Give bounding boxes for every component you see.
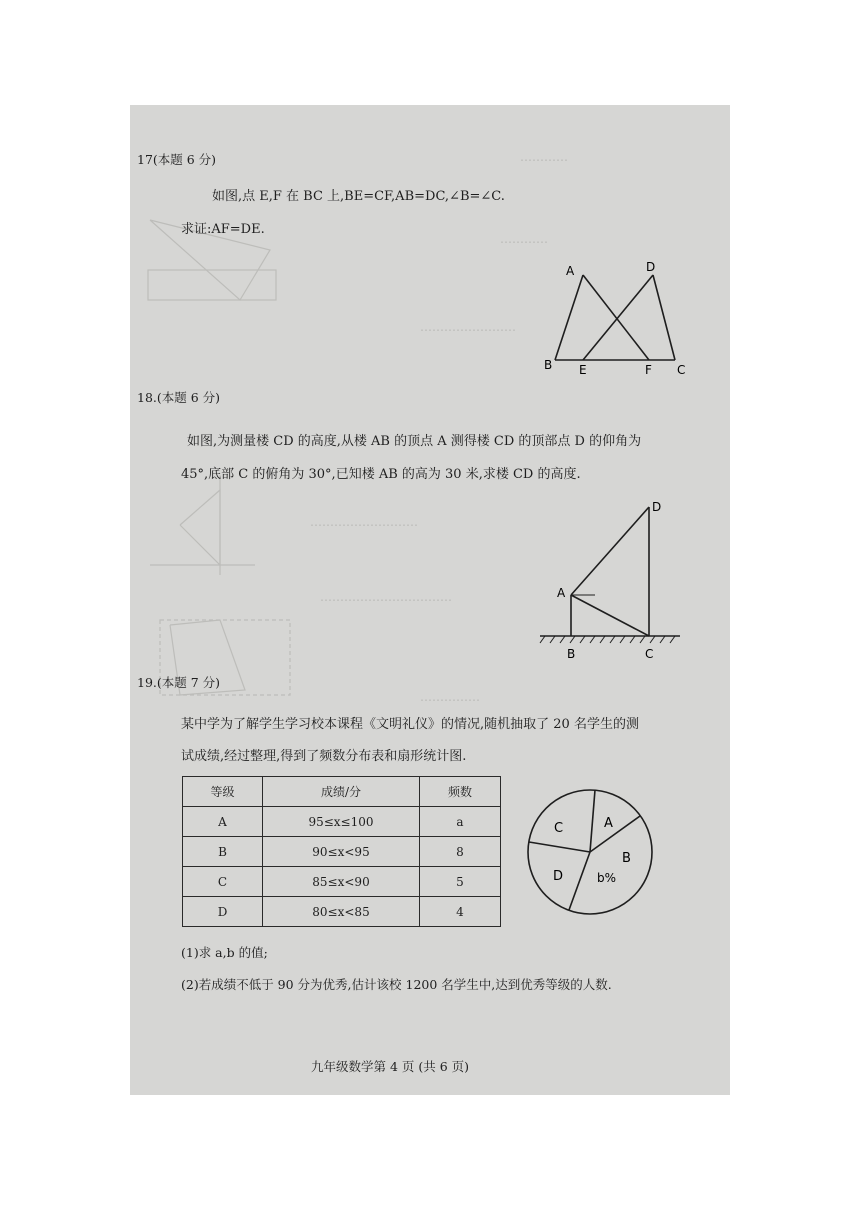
question-17-prove: 求证:AF=DE. (181, 222, 265, 237)
cell-count: 4 (420, 897, 501, 927)
label-c: C (645, 647, 654, 661)
pie-divider (590, 790, 595, 852)
ground-hatching (540, 636, 675, 643)
question-17-heading: 17(本题 6 分) (137, 152, 217, 167)
page-footer: 九年级数学第 4 页 (共 6 页) (311, 1059, 470, 1074)
cell-count: 5 (420, 867, 501, 897)
pie-chart (520, 782, 660, 922)
cell-range: 80≤x<85 (263, 897, 420, 927)
pie-label-a: A (604, 816, 613, 831)
pie-label-d: D (553, 869, 564, 884)
label-d: D (646, 260, 656, 274)
cell-count: 8 (420, 837, 501, 867)
header-frequency: 频数 (420, 777, 501, 807)
cell-range: 90≤x<95 (263, 837, 420, 867)
question-18-line2: 45°,底部 C 的俯角为 30°,已知楼 AB 的高为 30 米,求楼 CD 的高度. (181, 467, 581, 482)
pie-divider (590, 816, 640, 852)
label-b: B (567, 647, 576, 661)
table-row (183, 837, 501, 867)
label-d: D (652, 500, 662, 514)
pie-label-b: B (622, 851, 631, 866)
pie-divider (569, 852, 590, 910)
label-a: A (557, 586, 566, 600)
cell-range: 85≤x<90 (263, 867, 420, 897)
question-18-line1: 如图,为测量楼 CD 的高度,从楼 AB 的顶点 A 测得楼 CD 的顶部点 D 的仰角为 (187, 434, 642, 449)
cell-range: 95≤x≤100 (263, 807, 420, 837)
label-f: F (645, 363, 652, 377)
table-row (183, 867, 501, 897)
header-score: 成绩/分 (263, 777, 420, 807)
table-row (183, 807, 501, 837)
question-19-part2: (2)若成绩不低于 90 分为优秀,估计该校 1200 名学生中,达到优秀等级的人数. (181, 977, 612, 992)
header-grade: 等级 (183, 777, 263, 807)
question-19-line2: 试成绩,经过整理,得到了频数分布表和扇形统计图. (181, 749, 467, 764)
question-18-figure (535, 495, 685, 665)
question-19-heading: 19.(本题 7 分) (137, 675, 221, 690)
cell-grade: C (183, 867, 263, 897)
label-a: A (566, 264, 575, 278)
bleed-through-text: ……………………… (310, 515, 418, 529)
bleed-through-text: …………… (420, 690, 480, 704)
cell-grade: D (183, 897, 263, 927)
label-c: C (677, 363, 686, 377)
question-17-figure (540, 255, 700, 380)
cell-grade: A (183, 807, 263, 837)
bleed-through-text: ………… (500, 232, 548, 246)
table-row (183, 897, 501, 927)
bleed-through-text: …………………………… (320, 590, 452, 604)
segment-ab (555, 275, 583, 360)
question-18-heading: 18.(本题 6 分) (137, 390, 221, 405)
cell-count: a (420, 807, 501, 837)
bleed-through-text: …………………… (420, 320, 516, 334)
question-19-part1: (1)求 a,b 的值; (181, 945, 268, 960)
pie-divider (529, 842, 590, 852)
sightline-ad (571, 507, 649, 595)
bleed-through-figure (140, 470, 260, 580)
bleed-through-text: ………… (520, 150, 568, 164)
label-e: E (579, 363, 587, 377)
question-17-statement: 如图,点 E,F 在 BC 上,BE=CF,AB=DC,∠B=∠C. (212, 189, 505, 204)
sightline-ac (571, 595, 649, 636)
pie-label-c: C (554, 821, 564, 836)
table-header-row (183, 777, 501, 807)
question-19-line1: 某中学为了解学生学习校本课程《文明礼仪》的情况,随机抽取了 20 名学生的测 (181, 717, 639, 732)
segment-dc (653, 275, 675, 360)
label-b: B (544, 358, 553, 372)
cell-grade: B (183, 837, 263, 867)
pie-label-b-percent: b% (597, 871, 617, 885)
frequency-table (182, 776, 501, 927)
